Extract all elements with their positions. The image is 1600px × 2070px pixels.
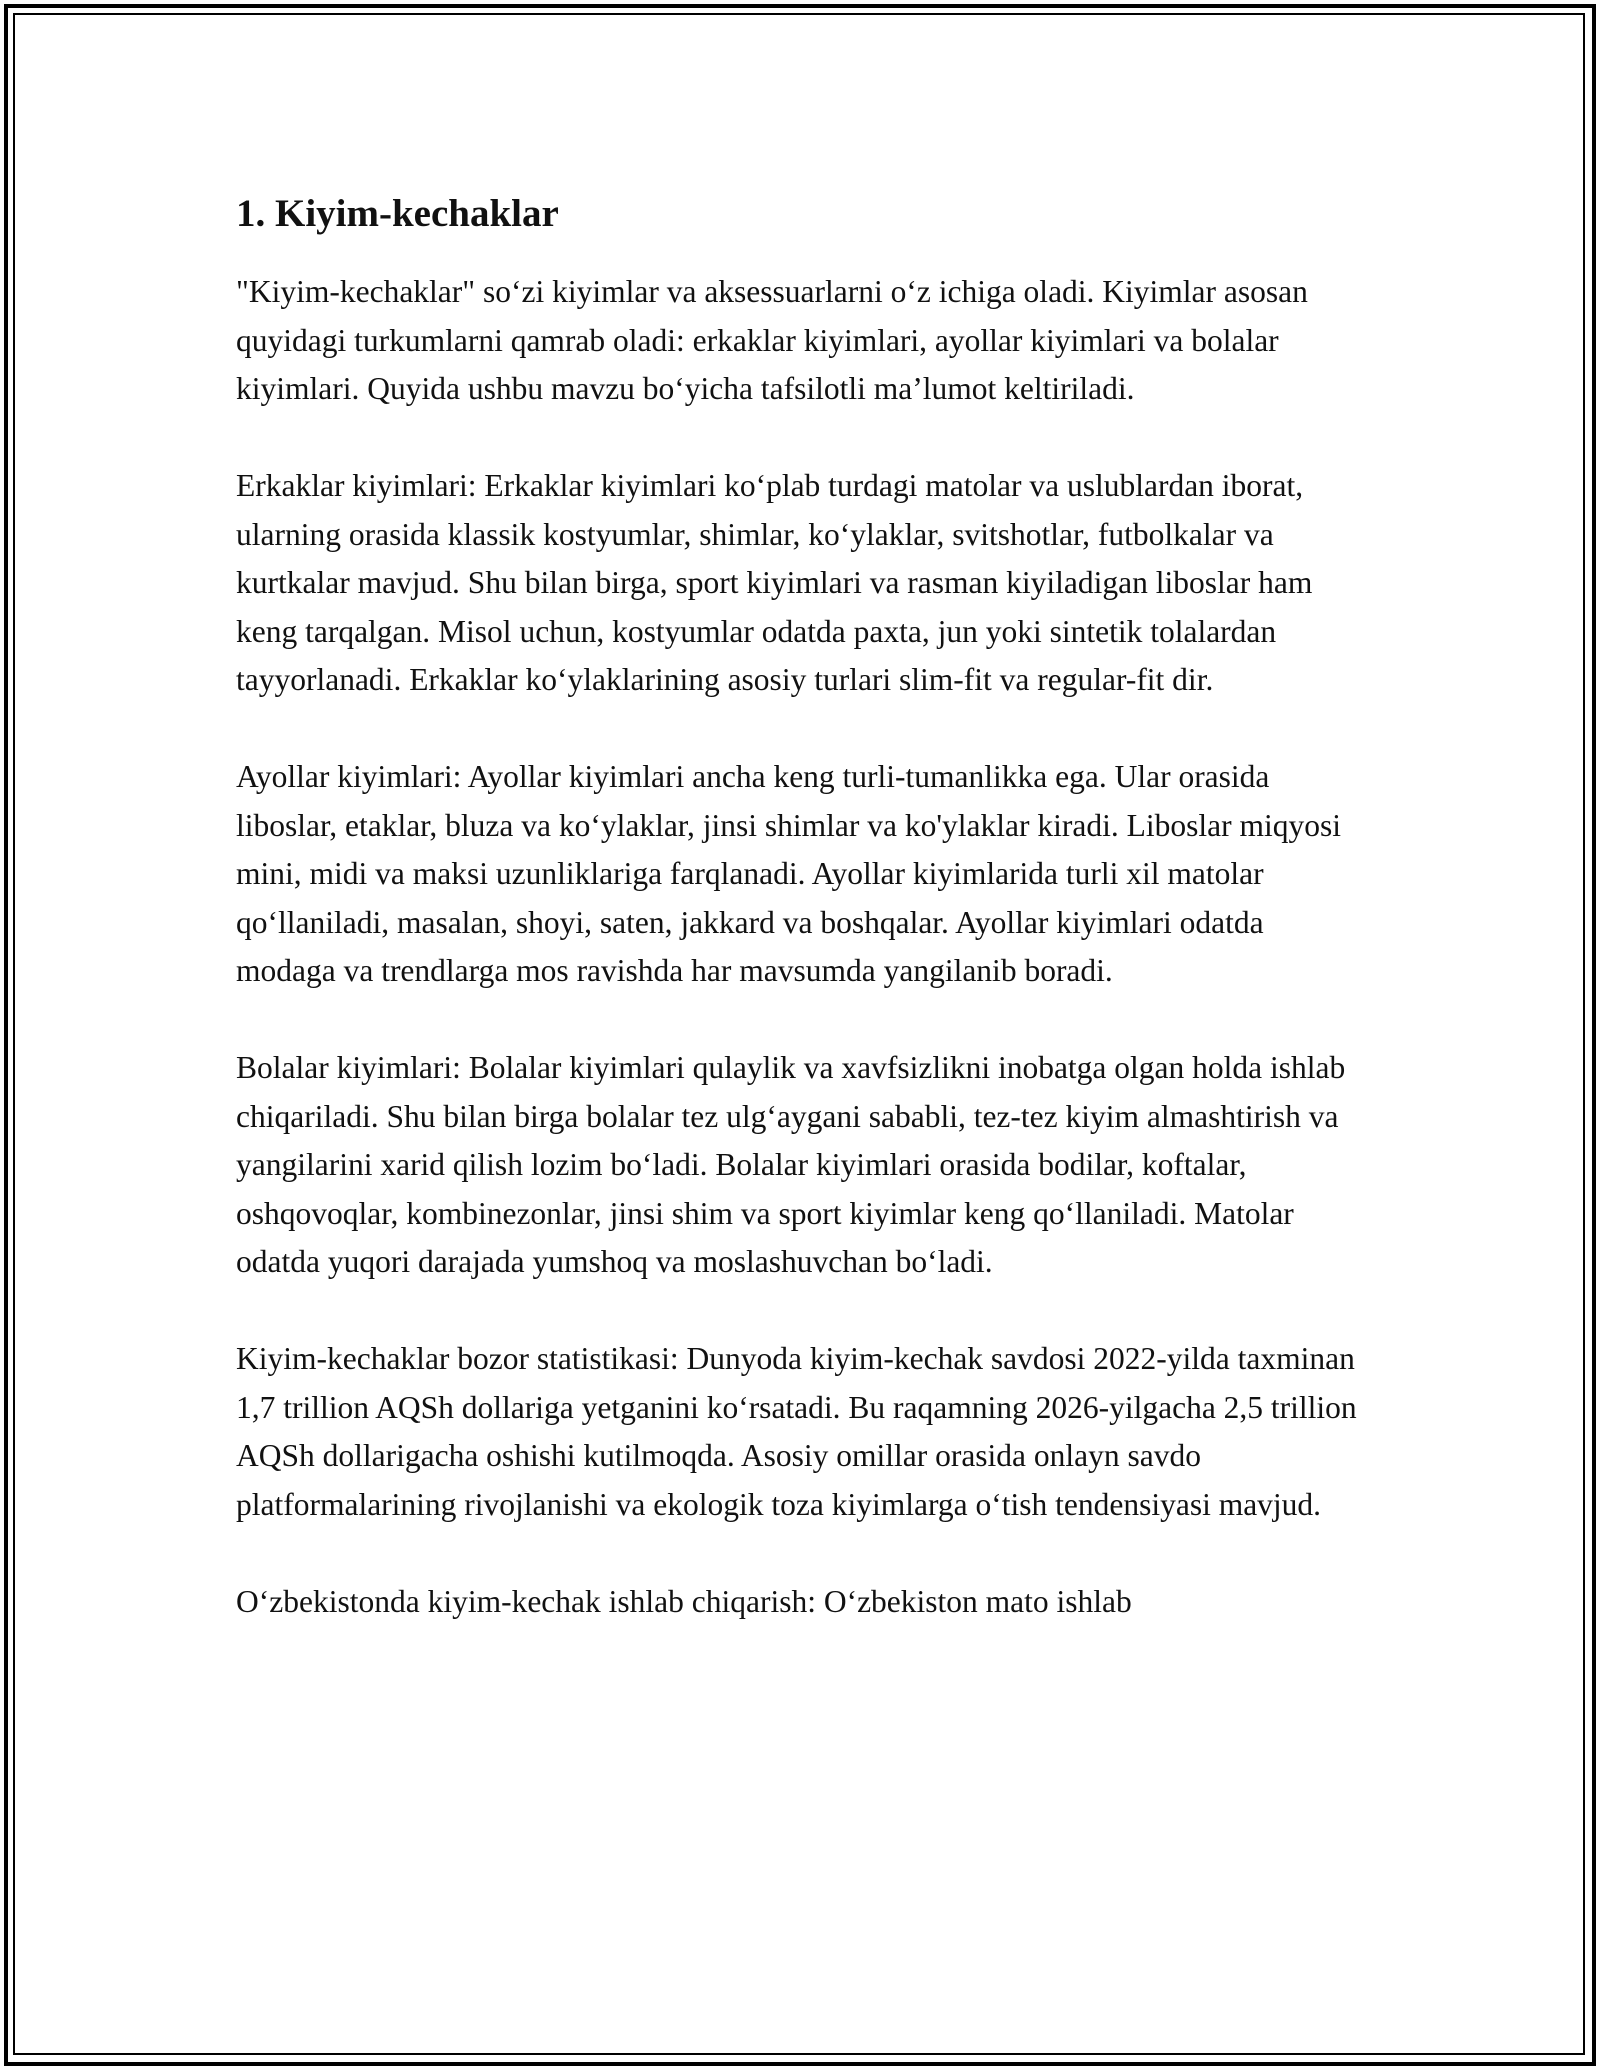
paragraph-intro: "Kiyim-kechaklar" so‘zi kiyimlar va aksessuarlarni o‘z ichiga oladi. Kiyimlar asosan quyidagi turkumlarni qamrab oladi: erkaklar kiyimlari, ayollar kiyimlari va bolalar kiyimlari. Quyida ushbu mavzu bo‘yicha tafsilotli ma’lumot keltiriladi.: [236, 274, 1308, 406]
paragraph-mens-clothing: Erkaklar kiyimlari: Erkaklar kiyimlari ko‘plab turdagi matolar va uslublardan iborat, ularning orasida klassik kostyumlar, shimlar, ko‘ylaklar, svitshotlar, futbolkalar va kurtkalar mavjud. Shu bilan birga, sport kiyimlari va rasman kiyiladigan liboslar ham keng tarqalgan. Misol uchun, kostyumlar odatda paxta, jun yoki sintetik tolalardan tayyorlanadi. Erkaklar ko‘ylaklarining asosiy turlari slim-fit va regular-fit dir.: [236, 468, 1313, 697]
section-heading: 1. Kiyim-kechaklar: [236, 192, 559, 235]
paragraph-market-statistics: Kiyim-kechaklar bozor statistikasi: Dunyoda kiyim-kechak savdosi 2022-yilda taxminan 1,7 trillion AQSh dollariga yetganini ko‘rsatadi. Bu raqamning 2026-yilgacha 2,5 trillion AQSh dollarigacha oshishi kutilmoqda. Asosiy omillar orasida onlayn savdo platformalarining rivojlanishi va ekologik toza kiyimlarga o‘tish tendensiyasi mavjud.: [236, 1341, 1357, 1522]
document-body: [236, 188, 1371, 1675]
paragraph-uzbekistan-production: O‘zbekistonda kiyim-kechak ishlab chiqarish: O‘zbekiston mato ishlab: [236, 1583, 1132, 1619]
paragraph-womens-clothing: Ayollar kiyimlari: Ayollar kiyimlari ancha keng turli-tumanlikka ega. Ular orasida liboslar, etaklar, bluza va ko‘ylaklar, jinsi shimlar va ko'ylaklar kiradi. Liboslar miqyosi mini, midi va maksi uzunliklariga farqlanadi. Ayollar kiyimlarida turli xil matolar qo‘llaniladi, masalan, shoyi, saten, jakkard va boshqalar. Ayollar kiyimlari odatda modaga va trendlarga mos ravishda har mavsumda yangilanib boradi.: [236, 759, 1341, 988]
paragraph-childrens-clothing: Bolalar kiyimlari: Bolalar kiyimlari qulaylik va xavfsizlikni inobatga olgan holda ishlab chiqariladi. Shu bilan birga bolalar tez ulg‘aygani sababli, tez-tez kiyim almashtirish va yangilarini xarid qilish lozim bo‘ladi. Bolalar kiyimlari orasida bodilar, koftalar, oshqovoqlar, kombinezonlar, jinsi shim va sport kiyimlar keng qo‘llaniladi. Matolar odatda yuqori darajada yumshoq va moslashuvchan bo‘ladi.: [236, 1050, 1346, 1279]
